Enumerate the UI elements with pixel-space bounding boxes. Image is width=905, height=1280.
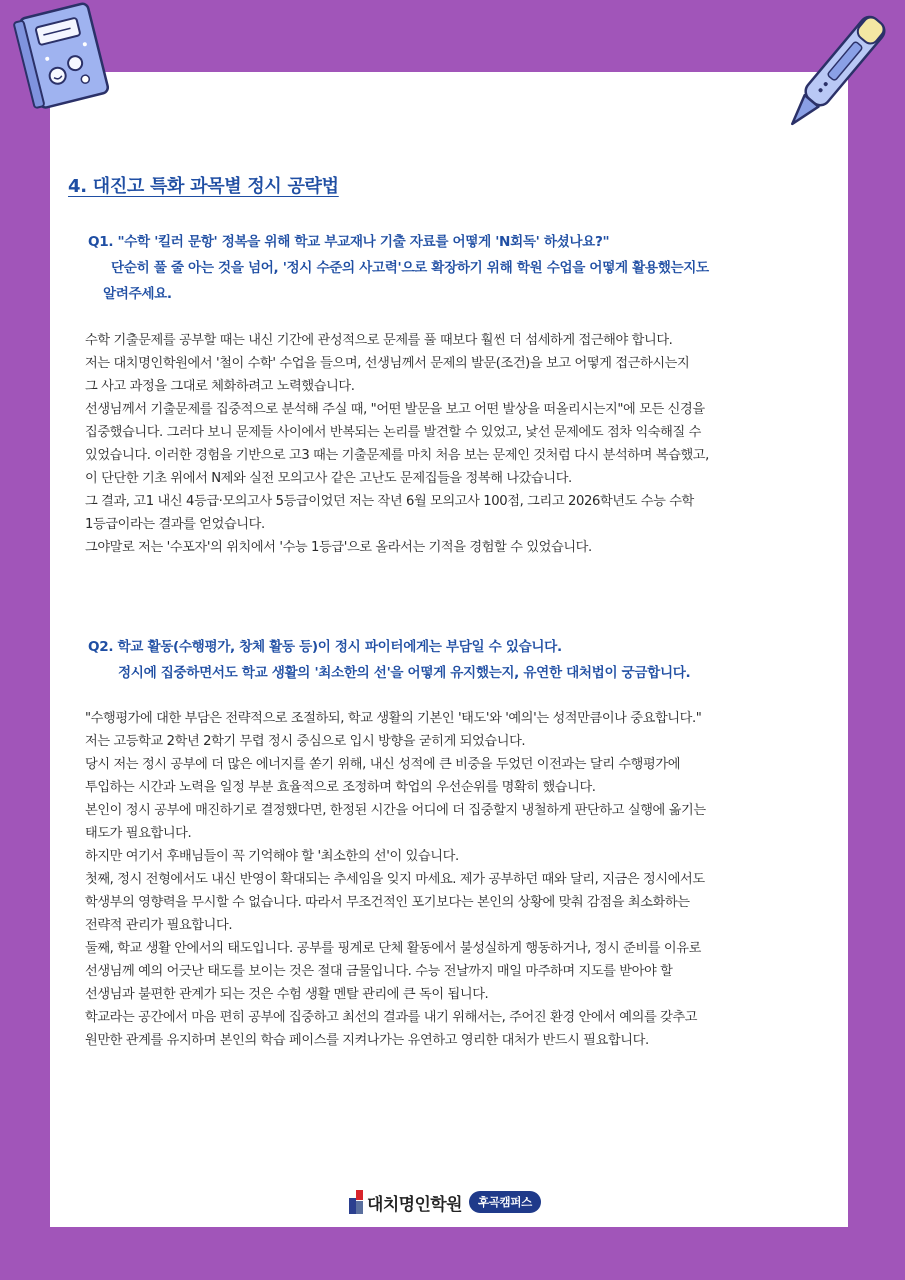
question-1-line: Q1. "수학 '킬러 문항' 정복을 위해 학교 부교재나 기출 자료를 어떻게 'N회독' 하셨나요?" (88, 234, 610, 250)
campus-badge: 후곡캠퍼스 (469, 1191, 541, 1213)
answer-line: 전략적 관리가 필요합니다. (85, 918, 233, 933)
answer-line: 선생님과 불편한 관계가 되는 것은 수험 생활 멘탈 관리에 큰 독이 됩니다. (85, 987, 489, 1002)
answer-line: 선생님께서 기출문제를 집중적으로 분석해 주실 때, "어떤 발문을 보고 어떤 발상을 떠올리시는지"에 모든 신경을 (85, 402, 705, 417)
logo-text: 대치명인학원 (367, 1194, 462, 1215)
footer-logo (349, 1189, 541, 1215)
answer-line: 투입하는 시간과 노력을 일정 부분 효율적으로 조정하며 학업의 우선순위를 명확히 했습니다. (85, 780, 596, 795)
answer-line: 그야말로 저는 '수포자'의 위치에서 '수능 1등급'으로 올라서는 기적을 경험할 수 있었습니다. (85, 540, 592, 555)
answer-1 (85, 329, 709, 559)
question-2-line: Q2. 학교 활동(수행평가, 창체 활동 등)이 정시 파이터에게는 부담일 수 있습니다. (88, 639, 562, 655)
question-2-line: 정시에 집중하면서도 학교 생활의 '최소한의 선'을 어떻게 유지했는지, 유연한 대처법이 궁금합니다. (118, 665, 691, 681)
logo-mark-icon (349, 1190, 363, 1214)
answer-line: 원만한 관계를 유지하며 본인의 학습 페이스를 지켜나가는 유연하고 영리한 대처가 반드시 필요합니다. (85, 1033, 649, 1048)
section-title: 4. 대진고 특화 과목별 정시 공략법 (68, 176, 339, 197)
answer-line: 하지만 여기서 후배님들이 꼭 기억해야 할 '최소한의 선'이 있습니다. (85, 849, 459, 864)
answer-line: 저는 대치명인학원에서 '철이 수학' 수업을 들으며, 선생님께서 문제의 발문(조건)을 보고 어떻게 접근하시는지 (85, 356, 690, 371)
answer-line: 학생부의 영향력을 무시할 수 없습니다. 따라서 무조건적인 포기보다는 본인의 상황에 맞춰 감점을 최소화하는 (85, 895, 690, 910)
answer-line: 본인이 정시 공부에 매진하기로 결정했다면, 한정된 시간을 어디에 더 집중할지 냉철하게 판단하고 실행에 옮기는 (85, 803, 706, 818)
answer-line: 그 결과, 고1 내신 4등급·모의고사 5등급이었던 저는 작년 6월 모의고사 100점, 그리고 2026학년도 수능 수학 (85, 494, 694, 509)
answer-line: 태도가 필요합니다. (85, 826, 192, 841)
answer-line: 집중했습니다. 그러다 보니 문제들 사이에서 반복되는 논리를 발견할 수 있었고, 낯선 문제에도 점차 익숙해질 수 (85, 425, 701, 440)
question-2 (88, 634, 690, 686)
answer-line: 당시 저는 정시 공부에 더 많은 에너지를 쏟기 위해, 내신 성적에 큰 비중을 두었던 이전과는 달리 수행평가에 (85, 757, 681, 772)
notebook-icon (8, 0, 118, 118)
answer-line: 수학 기출문제를 공부할 때는 내신 기간에 관성적으로 문제를 풀 때보다 훨씬 더 섬세하게 접근해야 합니다. (85, 333, 673, 348)
question-1-line: 알려주세요. (103, 286, 172, 302)
answer-line: 저는 고등학교 2학년 2학기 무렵 정시 중심으로 입시 방향을 굳히게 되었습니다. (85, 734, 526, 749)
answer-2 (85, 707, 706, 1052)
answer-line: 이 단단한 기초 위에서 N제와 실전 모의고사 같은 고난도 문제집들을 정복해 나갔습니다. (85, 471, 572, 486)
answer-line: 학교라는 공간에서 마음 편히 공부에 집중하고 최선의 결과를 내기 위해서는, 주어진 환경 안에서 예의를 갖추고 (85, 1010, 698, 1025)
answer-line: 1등급이라는 결과를 얻었습니다. (85, 517, 265, 532)
answer-line: 있었습니다. 이러한 경험을 기반으로 고3 때는 기출문제를 마치 처음 보는 문제인 것처럼 다시 분석하며 복습했고, (85, 448, 709, 463)
answer-line: 선생님께 예의 어긋난 태도를 보이는 것은 절대 금물입니다. 수능 전날까지 매일 마주하며 지도를 받아야 할 (85, 964, 673, 979)
question-1-line: 단순히 풀 줄 아는 것을 넘어, '정시 수준의 사고력'으로 확장하기 위해 학원 수업을 어떻게 활용했는지도 (111, 260, 709, 276)
answer-line: 그 사고 과정을 그대로 체화하려고 노력했습니다. (85, 379, 355, 394)
answer-line: 둘째, 학교 생활 안에서의 태도입니다. 공부를 핑계로 단체 활동에서 불성실하게 행동하거나, 정시 준비를 이유로 (85, 941, 701, 956)
answer-line: "수행평가에 대한 부담은 전략적으로 조절하되, 학교 생활의 기본인 '태도'와 '예의'는 성적만큼이나 중요합니다." (85, 711, 702, 726)
question-1 (88, 229, 709, 307)
pen-icon (762, 10, 902, 140)
answer-line: 첫째, 정시 전형에서도 내신 반영이 확대되는 추세임을 잊지 마세요. 제가 공부하던 때와 달리, 지금은 정시에서도 (85, 872, 705, 887)
